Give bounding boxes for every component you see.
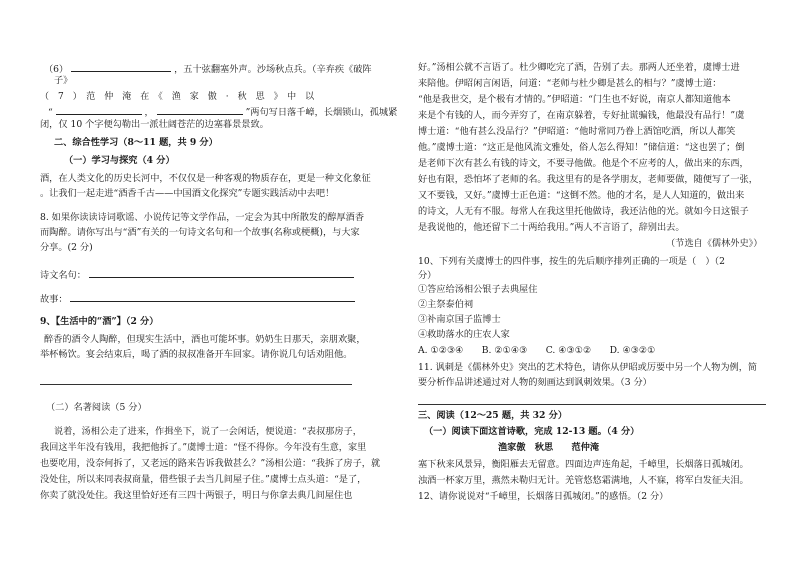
sub2-title: （二）名著阅读（5 分）	[46, 402, 147, 413]
poem-answer-blank[interactable]	[89, 268, 354, 278]
q10-line1: 10、下列有关虞博士的四件事，按生的先后顺序排列正确的一项是（ ）（2	[418, 256, 725, 267]
passage-cont-line1: 好。”汤相公就不言语了。杜少卿吃完了酒，告别了去。那两人还坐着，虞博士进	[418, 62, 740, 73]
section3-title: 三、阅读（12～25 题，共 32 分）	[418, 410, 568, 421]
story-answer-blank[interactable]	[70, 292, 355, 302]
q6-line2: 子》	[54, 75, 73, 86]
passage-cont-line2: 来陪他。伊昭闲言闲语，问道：“老师与杜少卿是甚么的相与？”虞博士道：	[418, 78, 722, 89]
passage-cont-line6: 他。”虞博士道：“这正是他风流文雅处，俗人怎么得知！”储信道：“这也罢了；倒	[418, 142, 745, 153]
intro-line2: 。让我们一起走进“酒香千古——中国酒文化探究”专题实践活动中去吧！	[40, 188, 335, 199]
q10-option-1: ①答应给汤相公银子去典屋住	[418, 284, 538, 295]
sub3-title: （一）阅读下面这首诗歌，完成 12-13 题。（4 分）	[424, 426, 640, 437]
section2-title: 二、综合性学习（8～11 题，共 9 分）	[54, 137, 218, 148]
passage-cont-line4: 来是个有钱的人，而今弄穷了，在南京躲着，专好扯谎骗钱，他最没有品行！”虞	[418, 110, 745, 121]
q10-option-3: ③补南京国子监博士	[418, 314, 501, 325]
passage-cont-line3: “他是我世交，是个极有才情的。”伊昭道：“门生也不好说，南京人都知道他本	[418, 94, 731, 105]
poem-line1: 塞下秋来风景异，衡阳雁去无留意。四面边声连角起，千嶂里，长烟落日孤城闭。	[418, 459, 749, 470]
q9-answer-line[interactable]	[40, 384, 352, 385]
answer-blank[interactable]	[157, 105, 243, 115]
passage-source: （节选自《儒林外史》）	[666, 238, 763, 249]
poem-title: 渔家傲 秋思 范仲淹	[498, 442, 600, 453]
story-answer-row: 故事：	[40, 292, 355, 305]
passage-cont-line11: 是我说他的，他还留下二十两给我用。”两人不言语了，辞别出去。	[418, 222, 685, 233]
passage-cont-line8: 好也有限，恐怕坏了老师的名。我这里有的是各学朋友，老师要做，随便写了一张，	[418, 174, 758, 185]
passage-cont-line5: 博士道：“他有甚么没品行？”伊昭道：“他时常同乃眷上酒馆吃酒，所以人都笑	[418, 126, 736, 137]
q7-line3: 闭，仅 10 个字便勾勒出一派壮阔苍茫的边塞暮景景致。	[40, 119, 269, 130]
q12-line: 12、请你说说对“千嶂里，长烟落日孤城闭。”的感悟。（2 分）	[418, 491, 669, 502]
q11-line2: 要分析作品讲述通过对人物的刻画达到讽刺效果。（3 分）	[418, 377, 652, 388]
q6-line1: （6） ，五十弦翻塞外声。沙场秋点兵。（辛弃疾《破阵	[44, 64, 372, 75]
intro-line1: 酒，在人类文化的历史长河中，不仅仅是一种客观的物质存在，更是一种文化象征	[40, 173, 371, 184]
passage-cont-line7: 是老师下次有甚么有钱的诗文，不要寻他做。他是个不应考的人，做出来的东西，	[418, 158, 749, 169]
passage-line4: 没处住，所以来同表叔商量，借些银子去当几间屋子住。”虞博士点头道：“是了，	[40, 474, 367, 485]
poem-answer-row: 诗文名句：	[40, 268, 354, 281]
q7-line1: （ 7 ） 范 仲 淹 在 《 渔 家 傲 · 秋 思 》 中 以	[40, 92, 315, 102]
passage-cont-line9: 又不要钱，又好。”虞博士正色道：“这倒不然。他的才名，是人人知道的，做出来	[418, 190, 745, 201]
q8-line3: 分享。(2 分)	[40, 242, 93, 253]
q8-line1: 8. 如果你读读诗词歌谣、小说传记等文学作品，一定会为其中所散发的醇厚酒香	[40, 212, 365, 223]
passage-line1: 说着，汤相公走了进来，作揖坐下，说了一会闲话，便说道：“表叔那房子，	[54, 426, 362, 437]
passage-line3: 也要吃用，没奈何拆了，又老远的路来告诉我做甚么？”汤相公道：“我拆了房子，就	[40, 458, 381, 469]
q10-option-4: ④救助落水的庄农人家	[418, 329, 510, 340]
poem-line2: 浊酒一杯家万里，燕然未勒归无计。羌管悠悠霜满地，人不寐，将军白发征夫泪。	[418, 475, 749, 486]
q10-line2: 分）	[418, 270, 437, 281]
q9-line1: 醉香的酒令人陶醉，但现实生活中，酒也可能坏事。奶奶生日那天，亲朋欢聚，	[44, 334, 366, 345]
passage-cont-line10: 的诗文，人无有不服。每常人在我这里托他做诗，我还沾他的光。就如今日这银子	[418, 206, 749, 217]
q8-line2: 而陶醉。请你写出与“酒”有关的一句诗文名句和一个故事(名称或梗概)，与大家	[40, 227, 360, 238]
sub1-title: （一）学习与探究（4 分）	[64, 155, 175, 166]
answer-blank[interactable]	[56, 105, 142, 115]
q11-answer-line[interactable]	[418, 404, 766, 405]
passage-line2: 我回这半年没有钱用，我把他拆了。”虞博士道：“怪不得你。今年没有生意，家里	[40, 442, 367, 453]
q11-line1: 11. 讽刺是《儒林外史》突出的艺术特色，请你从伊昭或厉要中另一个人物为例，简	[418, 362, 758, 373]
q9-line2: 举杯畅饮。宴会结束后，喝了酒的叔叔准备开车回家。请你说几句话劝阻他。	[40, 349, 353, 360]
q10-choices[interactable]: A. ①②③④ B. ②①④③ C. ④③①② D. ④③②①	[418, 345, 656, 356]
q10-option-2: ②主祭泰伯祠	[418, 299, 474, 310]
answer-blank[interactable]	[71, 62, 171, 72]
q9-title: 9、【生活中的“酒”】（2 分）	[40, 316, 159, 327]
passage-line5: 你卖了就没处住。我这里恰好还有三四十两银子，明日与你拿去典几间屋住也	[40, 490, 353, 501]
q7-line2: “ ， ”两句写日落千嶂，长烟锁山，孤城紧	[48, 107, 398, 118]
